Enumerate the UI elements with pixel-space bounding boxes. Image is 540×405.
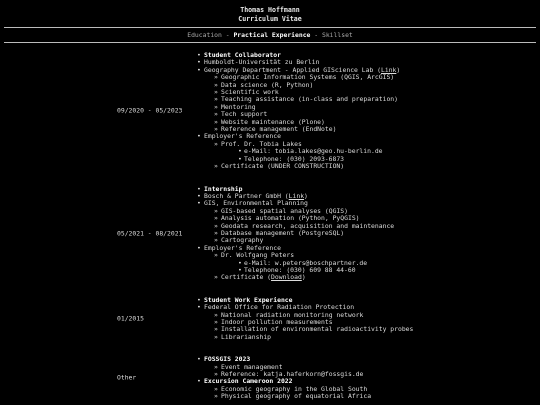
item-text: Data science (R, Python): [221, 80, 314, 89]
entry-title: FOSSGIS 2023: [204, 355, 251, 364]
item-text: Teaching assistance (in-class and preparation): [221, 95, 398, 104]
entry-content: [197, 52, 400, 171]
nav-separator: -: [225, 31, 230, 39]
item-text: Certificate (: [221, 273, 272, 282]
item-text: Mentoring: [221, 102, 256, 111]
entry-title: Student Work Experience: [204, 295, 293, 304]
experience-entry: [0, 186, 540, 282]
item-text: Geography Department - Applied GIScience Lab (: [204, 65, 381, 74]
nav-education[interactable]: Education: [187, 31, 222, 39]
item-text: Physical geography of equatorial Africa: [221, 392, 372, 401]
item-text: National radiation monitoring network: [221, 310, 364, 319]
entry-date: Other: [117, 373, 137, 382]
item-text-suffix: ): [301, 273, 306, 282]
item-text: e-Mail: tobia.lakes@geo.hu-berlin.de: [244, 147, 383, 156]
experience-list: [0, 43, 540, 401]
download-link[interactable]: Download: [271, 273, 302, 282]
nav-practical-experience[interactable]: Practical Experience: [233, 31, 311, 39]
entry-content: [197, 356, 371, 400]
item-text: Cartography: [221, 236, 264, 245]
item-text: Geographic Information Systems (QGIS, ArcGIS): [221, 73, 395, 82]
item-text: Certificate (UNDER CONSTRUCTION): [221, 162, 345, 171]
entry-date: 05/2021 - 08/2021: [117, 228, 183, 237]
experience-entry: [0, 356, 540, 400]
entry-content: [197, 186, 394, 282]
item-text: Website maintenance (Plone): [221, 117, 325, 126]
item-text: Federal Office for Radiation Protection: [204, 303, 355, 312]
item-text: Humboldt-Universität zu Berlin: [204, 58, 320, 67]
item-text: Bosch & Partner GmbH (: [204, 191, 289, 200]
item-text: Telephone: (030) 609 88 44-60: [244, 265, 356, 274]
item-text: Indoor pollution measurements: [221, 318, 333, 326]
experience-entry: [0, 52, 540, 171]
entry-title: Internship: [204, 184, 243, 193]
entry-content: [197, 297, 413, 341]
item-text: Geodata research, acquisition and maintenance: [221, 221, 395, 230]
nav-skillset[interactable]: Skillset: [321, 31, 353, 39]
item-text-suffix: ): [304, 191, 308, 200]
item-text: Tech support: [221, 110, 268, 119]
item-text: Reference: katja.haferkorn@fossgis.de: [221, 370, 364, 379]
item-text: Scientific work: [221, 88, 279, 97]
list-item: [197, 163, 400, 170]
item-text: Librarianship: [221, 332, 272, 341]
page-subtitle: Curriculum Vitae: [238, 14, 302, 23]
item-text: GIS, Environmental Planning: [204, 199, 308, 208]
list-item: [197, 274, 394, 281]
item-text: Event management: [221, 362, 283, 371]
link-link[interactable]: Link: [381, 65, 397, 74]
entry-date: 01/2015: [117, 314, 144, 323]
link-link[interactable]: Link: [288, 191, 305, 200]
item-text: Analysis automation (Python, PyQGIS): [221, 214, 360, 223]
section-nav: [0, 28, 540, 42]
item-text: Employer's Reference: [204, 132, 281, 141]
item-text: Database management (PostgreSQL): [221, 228, 345, 237]
entry-title: Student Collaborator: [204, 51, 281, 59]
item-text: Reference management (EndNote): [221, 125, 337, 134]
person-name: Thomas Hoffmann: [240, 6, 300, 14]
entry-date: 09/2020 - 05/2023: [117, 106, 183, 115]
item-text: Economic geography in the Global South: [221, 384, 368, 393]
item-text: e-Mail: w.peters@boschpartner.de: [244, 258, 368, 267]
item-text: Prof. Dr. Tobia Lakes: [221, 139, 302, 148]
list-item: [197, 334, 413, 341]
item-text-suffix: ): [396, 65, 401, 74]
nav-separator: -: [314, 31, 319, 39]
experience-entry: [0, 297, 540, 341]
item-text: Employer's Reference: [204, 243, 281, 252]
entry-title: Excursion Cameroon 2022: [204, 377, 293, 386]
page-header: [0, 0, 540, 23]
item-text: Installation of environmental radioactivity probes: [221, 325, 414, 334]
item-text: Telephone: (030) 2093-6873: [244, 154, 345, 163]
item-text: Dr. Wolfgang Peters: [221, 251, 295, 260]
list-item: [197, 393, 371, 400]
item-text: GIS-based spatial analyses (QGIS): [221, 206, 348, 215]
